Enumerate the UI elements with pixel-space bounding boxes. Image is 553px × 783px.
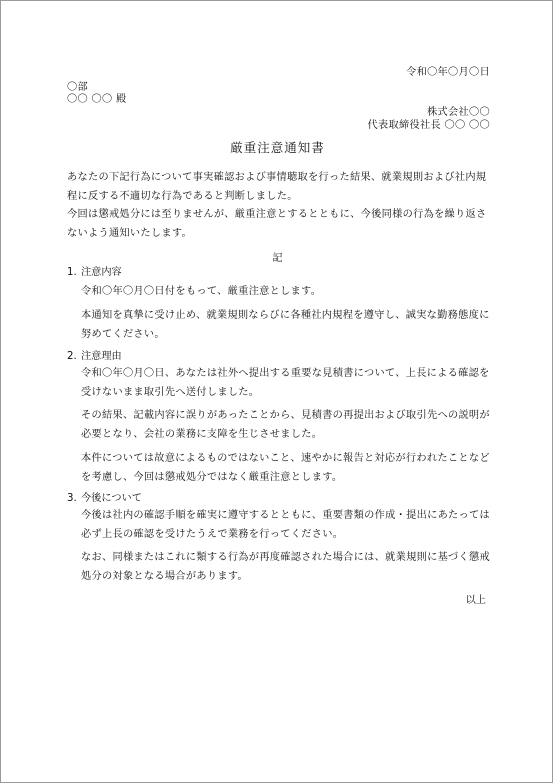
- document-title: 厳重注意通知書: [230, 140, 325, 155]
- section-title: 今後について: [81, 493, 142, 504]
- intro-paragraph: あなたの下記行為について事実確認および事情聴取を行った結果、就業規則および社内規程に反する不適切な行為であると判断しました。: [67, 172, 487, 202]
- section-heading: [67, 267, 122, 279]
- section-paragraph: 本件については故意によるものではないこと、速やかに報告と対応が行われたことなどを考慮し、今回は懲戒処分ではなく厳重注意とします。: [81, 453, 490, 483]
- section-paragraph: その結果、記載内容に誤りがあったことから、見積書の再提出および取引先への説明が必要となり、会社の業務に支障を生じさせました。: [81, 410, 490, 440]
- closing-ijou: 以上: [465, 595, 486, 606]
- section-paragraph: 今後は社内の確認手順を確実に遵守するとともに、重要書類の作成・提出にあたっては必ず上長の確認を受けたうえで業務を行ってください。: [81, 510, 491, 540]
- section-paragraph: 令和〇年〇月〇日、あなたは社外へ提出する重要な見積書について、上長による確認を受けないまま取引先へ送付しました。: [81, 368, 490, 398]
- section-heading: [67, 493, 142, 505]
- section-paragraph: なお、同様またはこれに類する行為が再度確認された場合には、就業規則に基づく懲戒処分の対象となる場合があります。: [81, 552, 491, 582]
- representative-name: 代表取締役社長 〇〇 〇〇: [367, 120, 490, 131]
- issue-date: 令和〇年〇月〇日: [406, 67, 490, 78]
- section-title: 注意内容: [81, 267, 122, 278]
- section-heading: [67, 351, 122, 363]
- section-number: 3.: [67, 493, 77, 504]
- intro-paragraph: 今回は懲戒処分には至りませんが、厳重注意とするとともに、今後同様の行為を繰り返さないよう通知いたします。: [67, 209, 487, 239]
- section-number: 1.: [67, 267, 77, 278]
- recipient-department: 〇部: [67, 82, 88, 93]
- section-paragraph: 令和〇年〇月〇日付をもって、厳重注意とします。: [81, 286, 322, 297]
- company-name: 株式会社〇〇: [427, 107, 490, 118]
- section-title: 注意理由: [81, 351, 122, 362]
- recipient-name: 〇〇 〇〇 殿: [67, 94, 127, 105]
- ki-heading: 記: [272, 253, 283, 264]
- section-number: 2.: [67, 351, 77, 362]
- section-paragraph: 本通知を真摯に受け止め、就業規則ならびに各種社内規程を遵守し、誠実な勤務態度に努めてください。: [81, 310, 490, 340]
